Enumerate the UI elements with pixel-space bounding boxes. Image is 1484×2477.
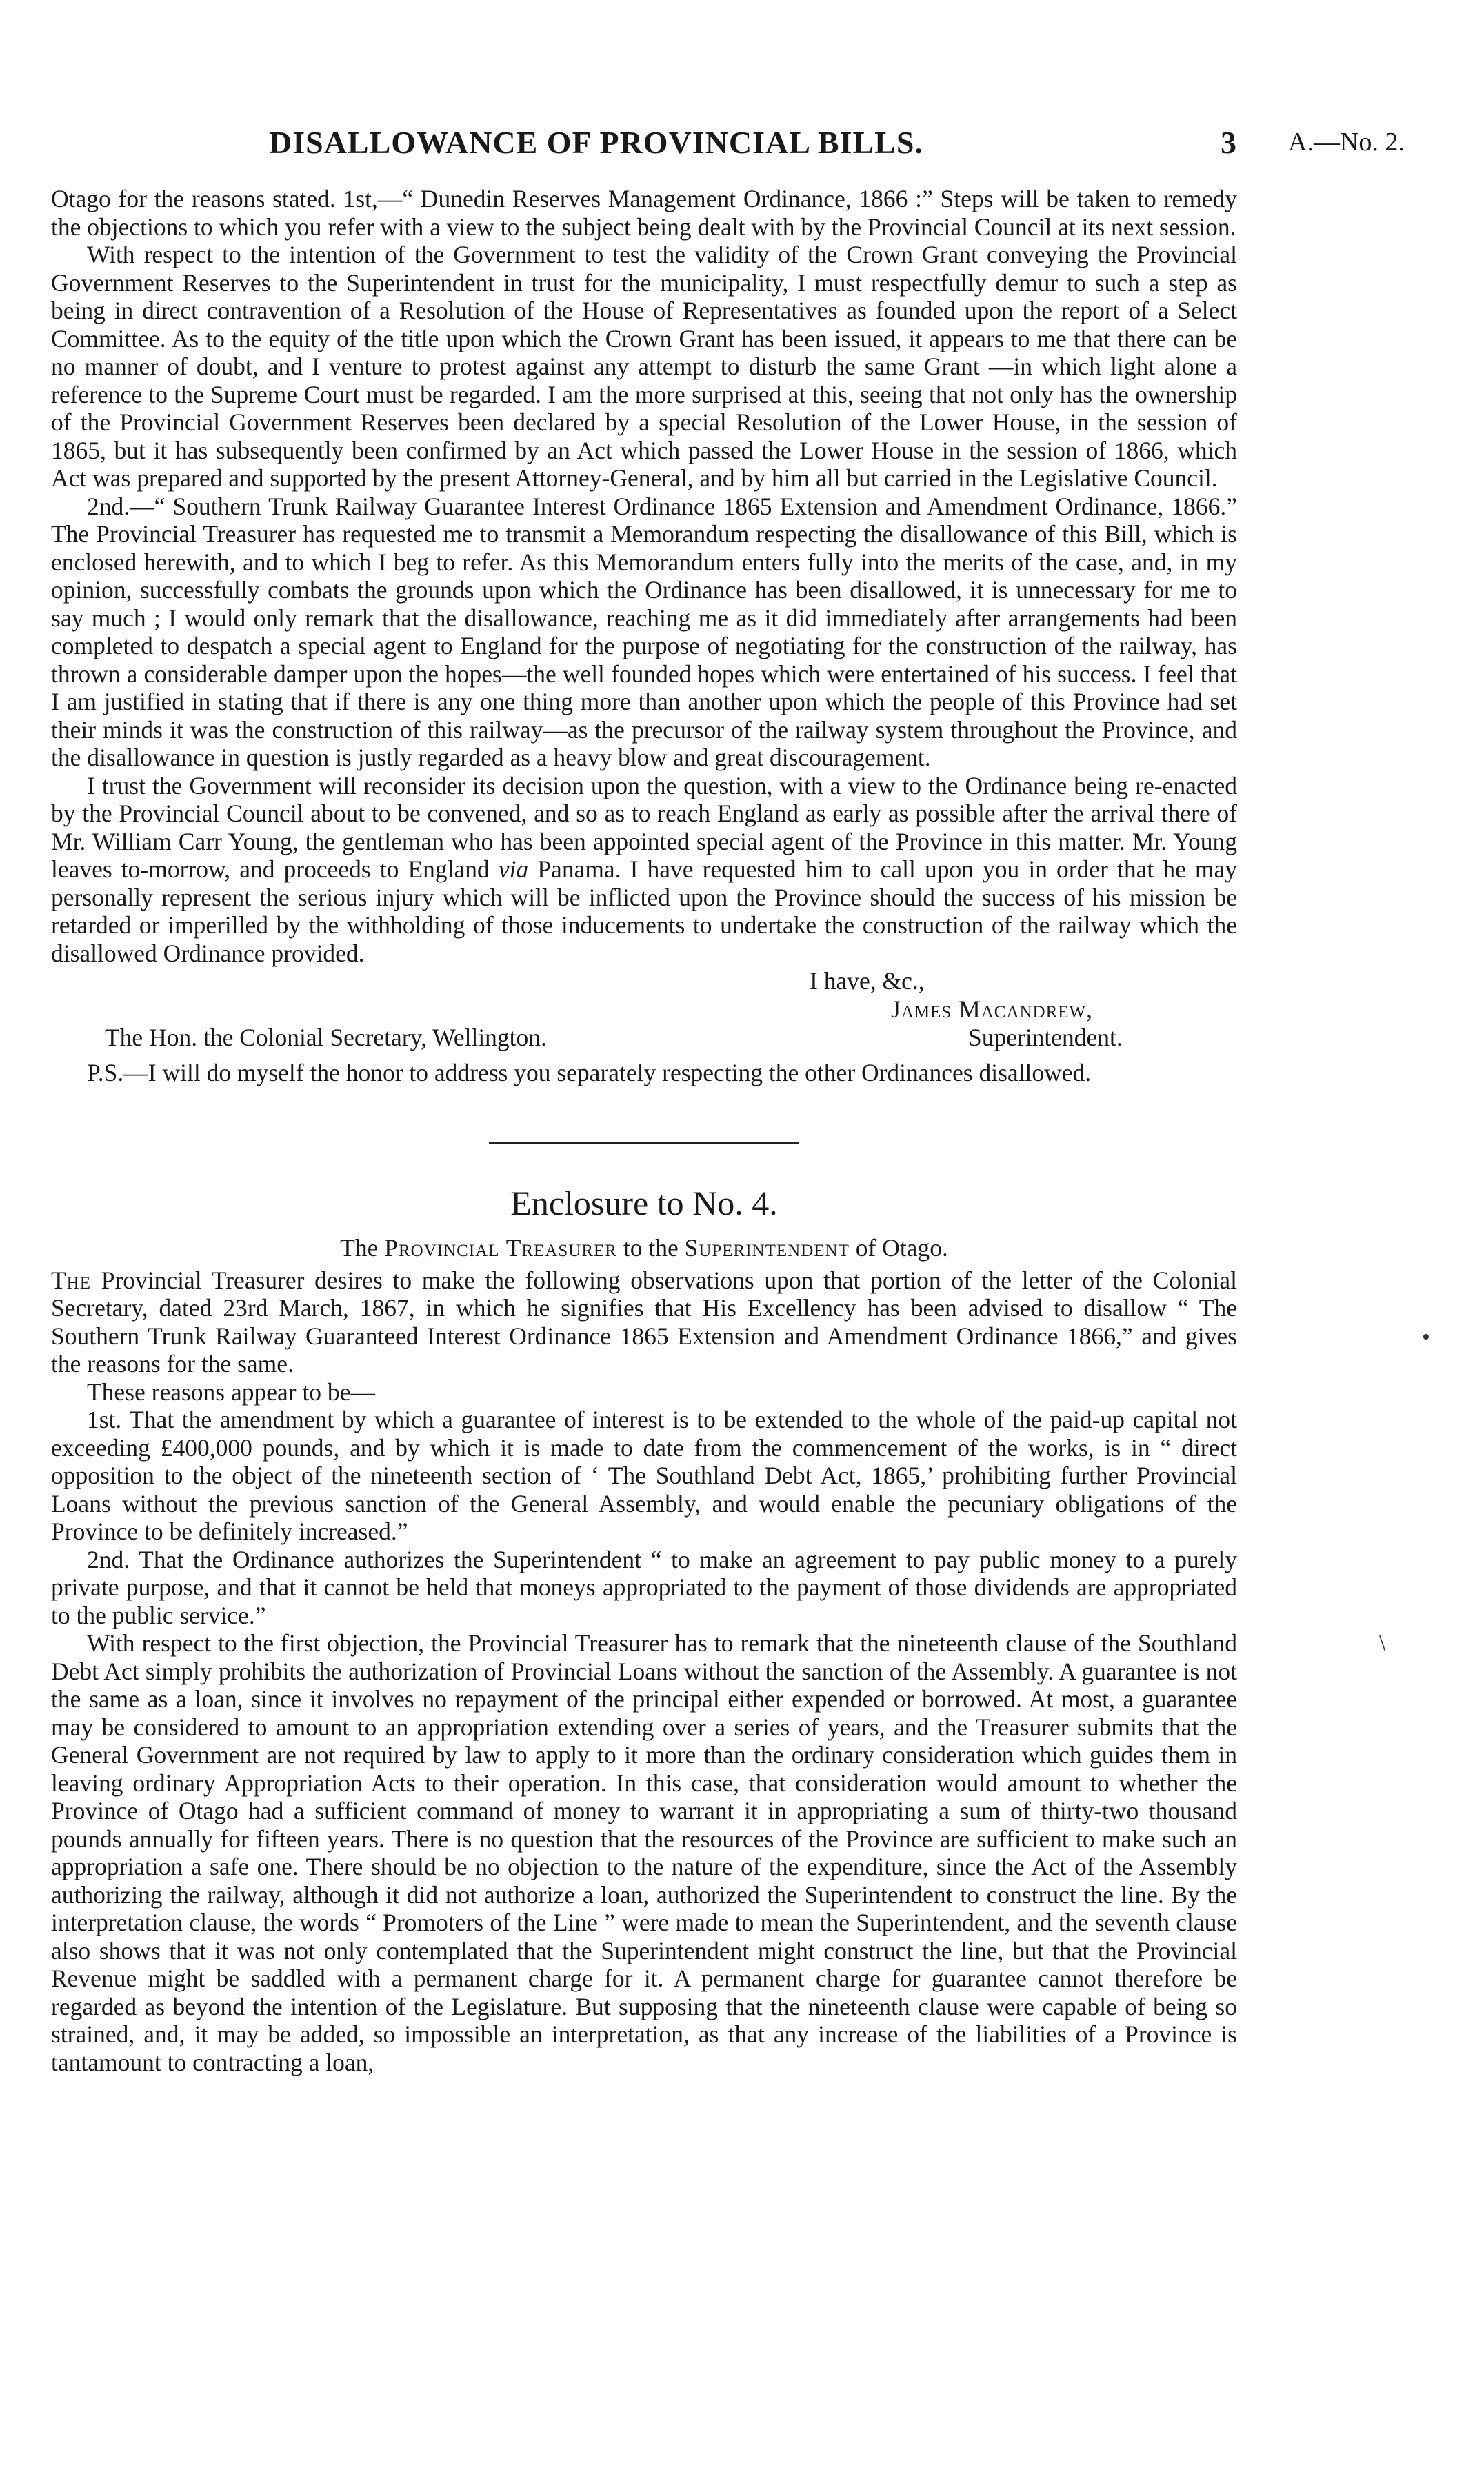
letter-paragraph — [51, 772, 1237, 968]
document-reference: A.—No. 2. — [1288, 128, 1405, 157]
subtitle-to: Superintendent — [684, 1233, 850, 1262]
page-number: 3 — [1221, 125, 1236, 160]
addressee: The Hon. the Colonial Secretary, Wellington. — [105, 1024, 547, 1051]
signature-block — [51, 967, 1237, 1053]
subtitle-word: of Otago. — [855, 1233, 948, 1262]
section-divider — [489, 1142, 799, 1144]
italic-word: via — [498, 855, 529, 883]
lead-word: The — [51, 1266, 92, 1294]
margin-tick: \ — [1379, 1631, 1386, 1656]
subtitle-word: to the — [623, 1233, 679, 1262]
subtitle-word: The — [340, 1233, 379, 1262]
letter-paragraph: With respect to the intention of the Government to test the validity of the Crown Grant conveying the Provincial Government Reserves to the Superintendent in trust for the municipality, I must respectfully demur to such a step as being in direct contravention of a Resolution of the House of Representatives as founded upon the report of a Select Committee. As to the equity of the title upon which the Crown Grant has been issued, it appears to me that there can be no manner of doubt, and I venture to protest against any attempt to disturb the same Grant —in which light alone a reference to the Supreme Court must be regarded. I am the more surprised at this, seeing that not only has the ownership of the Provincial Government Reserves been declared by a special Resolution of the Lower House, in the session of 1865, but it has subsequently been confirmed by an Act which passed the Lower House in the session of 1866, which Act was prepared and supported by the present Attorney-General, and by him all but carried in the Legislative Council. — [51, 241, 1237, 492]
enclosure-paragraph: 2nd. That the Ordinance authorizes the Superintendent “ to make an agreement to pay public money to a purely private purpose, and that it cannot be held that moneys appropriated to the payment of those dividends are appropriated to the public service.” — [51, 1545, 1237, 1629]
signatory-name: James Macandrew, — [891, 995, 1094, 1023]
enclosure-paragraph: 1st. That the amendment by which a guarantee of interest is to be extended to the whole of the paid-up capital not exceeding £400,000 pounds, and by which it is made to date from the commencement of the works, is in “ direct opposition to the object of the nineteenth section of ‘ The Southland Debt Act, 1865,’ prohibiting further Provincial Loans without the previous sanction of the General Assembly, and would enable the pecuniary obligations of the Province to be definitely increased.” — [51, 1406, 1237, 1545]
page-header — [0, 124, 1484, 166]
closing-line: I have, &c., — [810, 967, 925, 995]
signatory-title: Superintendent. — [968, 1024, 1123, 1051]
enclosure-paragraph: With respect to the first objection, the Provincial Treasurer has to remark that the nineteenth clause of the Southland Debt Act simply prohibits the authorization of Provincial Loans without the sanction of the Assembly. A guarantee is not the same as a loan, since it involves no repayment of the principal either expended or borrowed. At most, a guarantee may be considered to amount to an appropriation extending over a series of years, and the Treasurer submits that the General Government are not required by law to apply to it more than the ordinary consideration which guides them in leaving ordinary Appropriation Acts to their operation. In this case, that consideration would amount to whether the Province of Otago had a sufficient command of money to warrant it in appropriating a sum of thirty-two thousand pounds annually for fifteen years. There is no question that the resources of the Province are sufficient to make such an appropriation a safe one. There should be no objection to the nature of the expenditure, since the Act of the Assembly authorizing the railway, although it did not authorize a loan, authorized the Superintendent to construct the line. By the interpretation clause, the words “ Promoters of the Line ” were made to mean the Superintendent, and the seventh clause also shows that it was not only contemplated that the Superintendent might construct the line, but that the Provincial Revenue might be saddled with a permanent charge for it. A permanent charge for guarantee cannot therefore be regarded as beyond the intention of the Legislature. But supposing that the nineteenth clause were capable of being so strained, and, it may be added, so impossible an interpretation, as that any increase of the liabilities of a Province is tantamount to contracting a loan, — [51, 1629, 1237, 2076]
letter-text: I trust the Government will reconsider its decision upon the question, with a view to the Ordinance being re-enacted by the Provincial Council about to be convened, and so as to reach England as early as possible after the arrival there of Mr. William Carr Young, the gentleman who has been appointed special agent of the Province in this matter. Mr. Young leaves to-morrow, and proceeds to England — [51, 771, 1237, 883]
enclosure-subtitle — [51, 1233, 1237, 1262]
running-title: DISALLOWANCE OF PROVINCIAL BILLS. — [269, 125, 923, 160]
subtitle-from: Provincial Treasurer — [384, 1233, 617, 1262]
letter-paragraph: Otago for the reasons stated. 1st,—“ Dunedin Reserves Management Ordinance, 1866 :” Steps will be taken to remedy the objections to which you refer with a view to the subject being dealt with by the Provincial Council at its next session. — [51, 185, 1237, 241]
page-body — [51, 185, 1237, 2076]
letter-paragraph: 2nd.—“ Southern Trunk Railway Guarantee Interest Ordinance 1865 Extension and Amendment Ordinance, 1866.” The Provincial Treasurer has requested me to transmit a Memorandum respecting the disallowance of this Bill, which is enclosed herewith, and to which I beg to refer. As this Memorandum enters fully into the merits of the case, and, in my opinion, successfully combats the grounds upon which the Ordinance has been disallowed, it is unnecessary for me to say much ; I would only remark that the disallowance, reaching me as it did immediately after arrangements had been completed to despatch a special agent to England for the purpose of negotiating for the construction of the railway, has thrown a considerable damper upon the hopes—the well founded hopes which were entertained of his success. I feel that I am justified in stating that if there is any one thing more than another upon which the people of this Province had set their minds it was the construction of this railway—as the precursor of the railway system throughout the Province, and the disallowance in question is justly regarded as a heavy blow and great discouragement. — [51, 492, 1237, 771]
enclosure-title: Enclosure to No. 4. — [510, 1183, 778, 1222]
enclosure-text: Provincial Treasurer desires to make the following observations upon that portion of the letter of the Colonial Secretary, dated 23rd March, 1867, in which he signifies that His Excellency has been advised to disallow “ The Southern Trunk Railway Guaranteed Interest Ordinance 1865 Extension and Amendment Ordinance 1866,” and gives the reasons for the same. — [51, 1266, 1237, 1377]
postscript: P.S.—I will do myself the honor to address you separately respecting the other Ordinances disallowed. — [87, 1059, 1092, 1086]
letter-text: Panama. I have requested him to call upon you in order that he may personally represent the serious injury which will be inflicted upon the Province should the success of his mission be retarded or imperilled by the withholding of those inducements to undertake the construction of the railway which the disallowed Ordinance provided. — [51, 855, 1238, 967]
margin-dot: • — [1422, 1324, 1430, 1350]
enclosure-paragraph: These reasons appear to be— — [87, 1377, 375, 1406]
enclosure-paragraph — [51, 1266, 1237, 1378]
